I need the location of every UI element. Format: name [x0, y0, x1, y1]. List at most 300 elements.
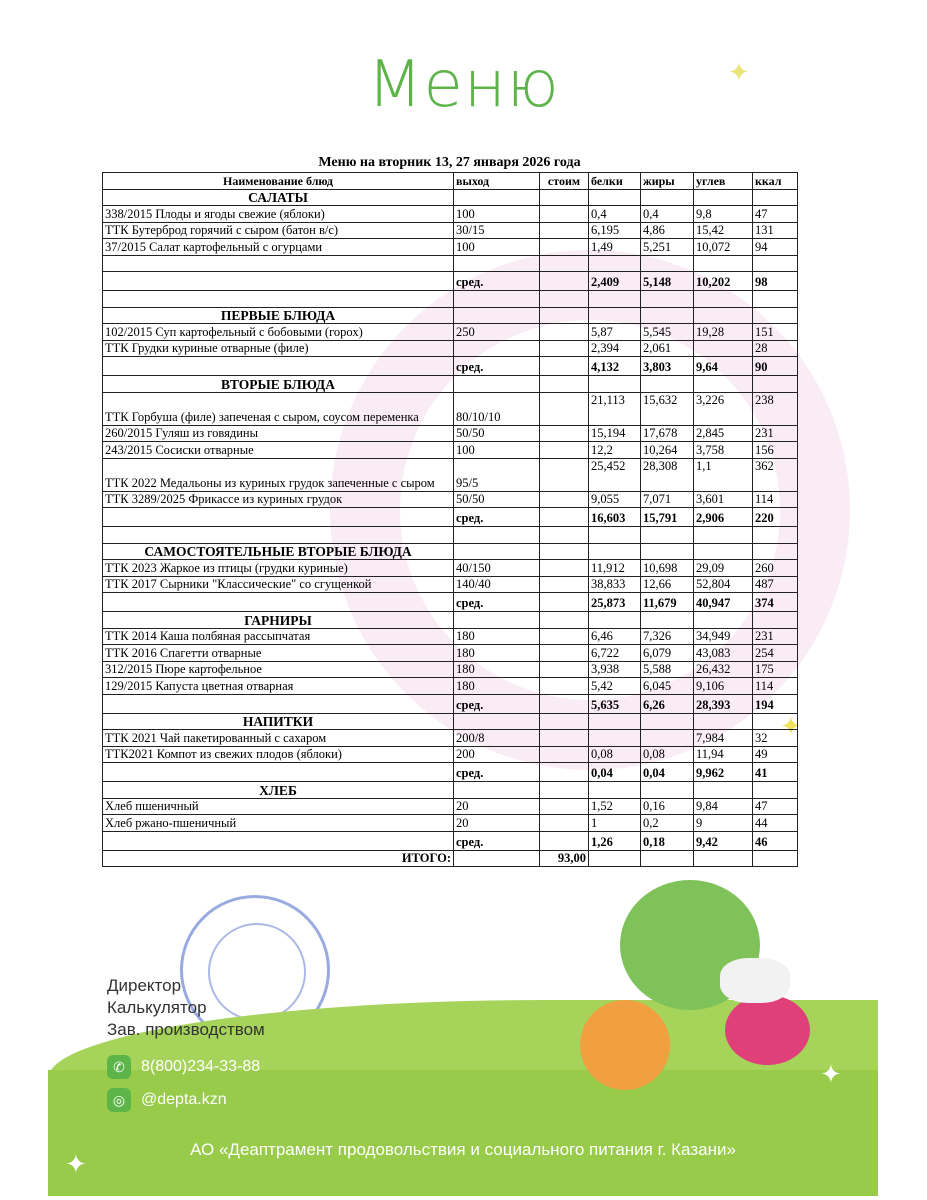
kcal: 114	[753, 678, 798, 695]
table-row	[103, 678, 798, 695]
section-title: НАПИТКИ	[103, 713, 454, 730]
empty-cell	[753, 189, 798, 206]
average-row	[103, 694, 798, 713]
empty-cell	[589, 307, 641, 324]
kcal: 260	[753, 560, 798, 577]
dish-output: 20	[454, 798, 540, 815]
kcal: 41	[753, 763, 798, 782]
fat: 10,264	[641, 442, 694, 459]
col-header-kcal: ккал	[753, 173, 798, 190]
dish-name: 243/2015 Сосиски отварные	[103, 442, 454, 459]
blank-row	[103, 255, 798, 272]
kcal: 238	[753, 392, 798, 425]
empty-cell	[589, 850, 641, 867]
dish-name: Хлеб ржано-пшеничный	[103, 815, 454, 832]
dish-cost	[540, 798, 589, 815]
empty-cell	[103, 694, 454, 713]
fat: 3,803	[641, 357, 694, 376]
dish-name: 102/2015 Суп картофельный с бобовыми (горох)	[103, 324, 454, 341]
dish-cost	[540, 340, 589, 357]
blank-row	[103, 291, 798, 308]
carbs: 3,601	[694, 491, 753, 508]
table-row	[103, 340, 798, 357]
fat: 5,148	[641, 272, 694, 291]
empty-cell	[454, 543, 540, 560]
dish-cost	[540, 222, 589, 239]
dish-cost	[540, 239, 589, 256]
protein: 38,833	[589, 576, 641, 593]
average-label: сред.	[454, 272, 540, 291]
fat: 2,061	[641, 340, 694, 357]
empty-cell	[589, 376, 641, 393]
col-header-fat: жиры	[641, 173, 694, 190]
average-label: сред.	[454, 357, 540, 376]
empty-cell	[540, 527, 589, 544]
empty-cell	[694, 255, 753, 272]
empty-cell	[540, 189, 589, 206]
protein: 4,132	[589, 357, 641, 376]
protein: 2,409	[589, 272, 641, 291]
protein: 25,873	[589, 593, 641, 612]
empty-cell	[641, 291, 694, 308]
table-header-row	[103, 173, 798, 190]
empty-cell	[753, 376, 798, 393]
protein: 25,452	[589, 458, 641, 491]
dish-cost	[540, 458, 589, 491]
dish-cost	[540, 357, 589, 376]
empty-cell	[589, 291, 641, 308]
kcal: 44	[753, 815, 798, 832]
empty-cell	[753, 527, 798, 544]
protein: 0,04	[589, 763, 641, 782]
carbs: 34,949	[694, 628, 753, 645]
sparkle-icon: ✦	[65, 1150, 87, 1179]
table-row	[103, 206, 798, 223]
phone-icon: ✆	[107, 1055, 131, 1079]
dish-output: 50/50	[454, 491, 540, 508]
dish-output	[454, 340, 540, 357]
empty-cell	[641, 307, 694, 324]
dish-output: 180	[454, 678, 540, 695]
empty-cell	[454, 291, 540, 308]
empty-cell	[753, 713, 798, 730]
dish-cost	[540, 645, 589, 662]
menu-table	[102, 172, 798, 867]
empty-cell	[641, 527, 694, 544]
section-header-row	[103, 307, 798, 324]
section-title: ХЛЕБ	[103, 782, 454, 799]
sparkle-icon: ✦	[820, 1060, 842, 1089]
dish-output: 200/8	[454, 730, 540, 747]
empty-cell	[694, 612, 753, 629]
empty-cell	[641, 376, 694, 393]
dish-cost	[540, 593, 589, 612]
carbs	[694, 340, 753, 357]
menu-subtitle: Меню на вторник 13, 27 января 2026 года	[318, 155, 581, 170]
fat: 15,791	[641, 508, 694, 527]
fat: 0,04	[641, 763, 694, 782]
kcal: 49	[753, 746, 798, 763]
col-header-carbs: углев	[694, 173, 753, 190]
fat: 5,545	[641, 324, 694, 341]
protein: 1,26	[589, 831, 641, 850]
dish-cost	[540, 746, 589, 763]
kcal: 151	[753, 324, 798, 341]
protein: 1	[589, 815, 641, 832]
chef-hat-illustration	[720, 958, 790, 1003]
average-row	[103, 272, 798, 291]
protein: 5,42	[589, 678, 641, 695]
dish-output: 180	[454, 661, 540, 678]
phone-number[interactable]: 8(800)234-33-88	[141, 1058, 261, 1075]
average-row	[103, 831, 798, 850]
calculator-label: Калькулятор	[107, 998, 207, 1017]
empty-cell	[540, 307, 589, 324]
carbs: 2,906	[694, 508, 753, 527]
col-header-protein: белки	[589, 173, 641, 190]
empty-cell	[694, 782, 753, 799]
dish-name: ТТК 2021 Чай пакетированный с сахаром	[103, 730, 454, 747]
table-row	[103, 442, 798, 459]
protein: 3,938	[589, 661, 641, 678]
carbs: 2,845	[694, 425, 753, 442]
table-row	[103, 425, 798, 442]
onion-illustration	[580, 1000, 670, 1090]
total-label: ИТОГО:	[103, 850, 454, 867]
empty-cell	[454, 782, 540, 799]
empty-cell	[454, 850, 540, 867]
average-label: сред.	[454, 593, 540, 612]
kcal: 220	[753, 508, 798, 527]
kcal: 194	[753, 694, 798, 713]
empty-cell	[694, 291, 753, 308]
empty-cell	[694, 527, 753, 544]
kcal: 175	[753, 661, 798, 678]
dish-output: 140/40	[454, 576, 540, 593]
empty-cell	[753, 612, 798, 629]
fat: 0,18	[641, 831, 694, 850]
carbs: 9,64	[694, 357, 753, 376]
dish-name: ТТК 2017 Сырники "Классические" со сгущенкой	[103, 576, 454, 593]
empty-cell	[753, 291, 798, 308]
section-header-row	[103, 612, 798, 629]
empty-cell	[641, 782, 694, 799]
carbs: 9,106	[694, 678, 753, 695]
carbs: 9,84	[694, 798, 753, 815]
fat: 17,678	[641, 425, 694, 442]
dish-output: 100	[454, 239, 540, 256]
protein: 6,46	[589, 628, 641, 645]
empty-cell	[589, 782, 641, 799]
empty-cell	[454, 612, 540, 629]
empty-cell	[103, 255, 454, 272]
section-header-row	[103, 782, 798, 799]
empty-cell	[641, 189, 694, 206]
empty-cell	[753, 850, 798, 867]
table-row	[103, 576, 798, 593]
col-header-name: Наименование блюд	[103, 173, 454, 190]
dish-cost	[540, 763, 589, 782]
dish-name: 37/2015 Салат картофельный с огурцами	[103, 239, 454, 256]
dish-output: 180	[454, 628, 540, 645]
dish-name: 312/2015 Пюре картофельное	[103, 661, 454, 678]
empty-cell	[103, 527, 454, 544]
dish-cost	[540, 560, 589, 577]
director-label: Директор	[107, 976, 182, 995]
table-row	[103, 458, 798, 491]
dish-output: 80/10/10	[454, 392, 540, 425]
empty-cell	[641, 612, 694, 629]
fat: 6,079	[641, 645, 694, 662]
carbs: 28,393	[694, 694, 753, 713]
empty-cell	[694, 713, 753, 730]
dish-cost	[540, 508, 589, 527]
phone-contact	[107, 1055, 260, 1079]
table-row	[103, 661, 798, 678]
dish-name: ТТК 2022 Медальоны из куриных грудок запеченные с сыром	[103, 458, 454, 491]
dish-cost	[540, 831, 589, 850]
table-row	[103, 628, 798, 645]
empty-cell	[103, 593, 454, 612]
empty-cell	[454, 376, 540, 393]
dish-output: 180	[454, 645, 540, 662]
average-row	[103, 763, 798, 782]
carbs: 26,432	[694, 661, 753, 678]
protein: 11,912	[589, 560, 641, 577]
sparkle-icon: ✦	[780, 712, 802, 741]
carbs: 1,1	[694, 458, 753, 491]
fat: 15,632	[641, 392, 694, 425]
empty-cell	[641, 255, 694, 272]
chef-label: Зав. производством	[107, 1020, 265, 1039]
fat: 5,588	[641, 661, 694, 678]
carbs: 9,8	[694, 206, 753, 223]
empty-cell	[540, 782, 589, 799]
dish-name: ТТК 2016 Спагетти отварные	[103, 645, 454, 662]
dish-output: 50/50	[454, 425, 540, 442]
empty-cell	[454, 527, 540, 544]
protein: 5,87	[589, 324, 641, 341]
protein: 15,194	[589, 425, 641, 442]
table-row	[103, 798, 798, 815]
carbs: 29,09	[694, 560, 753, 577]
fat: 10,698	[641, 560, 694, 577]
table-row	[103, 815, 798, 832]
fat	[641, 730, 694, 747]
fat: 28,308	[641, 458, 694, 491]
average-label: сред.	[454, 831, 540, 850]
empty-cell	[694, 543, 753, 560]
empty-cell	[103, 831, 454, 850]
total-cost: 93,00	[540, 850, 589, 867]
empty-cell	[103, 508, 454, 527]
empty-cell	[540, 612, 589, 629]
dish-cost	[540, 206, 589, 223]
fat: 0,4	[641, 206, 694, 223]
empty-cell	[641, 850, 694, 867]
carbs: 10,202	[694, 272, 753, 291]
carbs: 11,94	[694, 746, 753, 763]
empty-cell	[454, 713, 540, 730]
kcal: 374	[753, 593, 798, 612]
dish-output: 250	[454, 324, 540, 341]
beet-illustration	[725, 995, 810, 1065]
empty-cell	[694, 307, 753, 324]
average-label: сред.	[454, 763, 540, 782]
protein: 0,08	[589, 746, 641, 763]
protein: 5,635	[589, 694, 641, 713]
carbs: 19,28	[694, 324, 753, 341]
table-row	[103, 560, 798, 577]
section-title: САЛАТЫ	[103, 189, 454, 206]
fat: 0,08	[641, 746, 694, 763]
table-row	[103, 491, 798, 508]
dish-output: 40/150	[454, 560, 540, 577]
section-header-row	[103, 189, 798, 206]
section-title: ГАРНИРЫ	[103, 612, 454, 629]
section-header-row	[103, 713, 798, 730]
empty-cell	[589, 612, 641, 629]
col-header-cost: стоим	[540, 173, 589, 190]
empty-cell	[753, 307, 798, 324]
protein: 9,055	[589, 491, 641, 508]
empty-cell	[540, 543, 589, 560]
dish-name: ТТК Горбуша (филе) запеченая с сыром, соусом переменка	[103, 392, 454, 425]
section-title: САМОСТОЯТЕЛЬНЫЕ ВТОРЫЕ БЛЮДА	[103, 543, 454, 560]
dish-output: 30/15	[454, 222, 540, 239]
dish-output: 200	[454, 746, 540, 763]
fat: 7,326	[641, 628, 694, 645]
dish-cost	[540, 442, 589, 459]
dish-cost	[540, 678, 589, 695]
page-title: Меню	[367, 48, 560, 122]
dish-cost	[540, 628, 589, 645]
carbs: 40,947	[694, 593, 753, 612]
section-title: ВТОРЫЕ БЛЮДА	[103, 376, 454, 393]
total-row	[103, 850, 798, 867]
carbs: 15,42	[694, 222, 753, 239]
kcal: 28	[753, 340, 798, 357]
blank-row	[103, 527, 798, 544]
dish-cost	[540, 324, 589, 341]
protein: 21,113	[589, 392, 641, 425]
kcal: 98	[753, 272, 798, 291]
instagram-handle[interactable]: @depta.kzn	[141, 1091, 227, 1108]
empty-cell	[753, 255, 798, 272]
kcal: 47	[753, 206, 798, 223]
dish-output: 20	[454, 815, 540, 832]
empty-cell	[589, 543, 641, 560]
empty-cell	[589, 713, 641, 730]
dish-name: 129/2015 Капуста цветная отварная	[103, 678, 454, 695]
carbs: 3,758	[694, 442, 753, 459]
empty-cell	[454, 255, 540, 272]
fat: 4,86	[641, 222, 694, 239]
carbs: 7,984	[694, 730, 753, 747]
empty-cell	[694, 376, 753, 393]
kcal: 90	[753, 357, 798, 376]
staff-signatures	[107, 975, 265, 1041]
dish-name: ТТК 2014 Каша полбяная рассыпчатая	[103, 628, 454, 645]
kcal: 156	[753, 442, 798, 459]
empty-cell	[103, 272, 454, 291]
dish-name: ТТК 3289/2025 Фрикассе из куриных грудок	[103, 491, 454, 508]
dish-cost	[540, 576, 589, 593]
carbs: 10,072	[694, 239, 753, 256]
col-header-output: выход	[454, 173, 540, 190]
kcal: 231	[753, 628, 798, 645]
instagram-icon: ◎	[107, 1088, 131, 1112]
sparkle-icon: ✦	[728, 58, 750, 87]
dish-cost	[540, 730, 589, 747]
instagram-contact	[107, 1088, 227, 1112]
empty-cell	[540, 255, 589, 272]
kcal: 94	[753, 239, 798, 256]
fat: 6,045	[641, 678, 694, 695]
kcal: 46	[753, 831, 798, 850]
table-row	[103, 324, 798, 341]
dish-cost	[540, 272, 589, 291]
kcal: 487	[753, 576, 798, 593]
protein: 1,49	[589, 239, 641, 256]
average-row	[103, 508, 798, 527]
kcal: 32	[753, 730, 798, 747]
dish-cost	[540, 661, 589, 678]
dish-name: ТТК2021 Компот из свежих плодов (яблоки)	[103, 746, 454, 763]
protein: 16,603	[589, 508, 641, 527]
dish-name: 260/2015 Гуляш из говядины	[103, 425, 454, 442]
dish-name: ТТК 2023 Жаркое из птицы (грудки куриные)	[103, 560, 454, 577]
dish-cost	[540, 491, 589, 508]
protein: 0,4	[589, 206, 641, 223]
carbs: 9,42	[694, 831, 753, 850]
table-row	[103, 392, 798, 425]
fat: 0,2	[641, 815, 694, 832]
dish-cost	[540, 694, 589, 713]
section-header-row	[103, 376, 798, 393]
table-row	[103, 730, 798, 747]
protein: 6,195	[589, 222, 641, 239]
kcal: 47	[753, 798, 798, 815]
average-label: сред.	[454, 694, 540, 713]
empty-cell	[694, 850, 753, 867]
dish-cost	[540, 425, 589, 442]
dish-name: ТТК Грудки куриные отварные (филе)	[103, 340, 454, 357]
table-row	[103, 239, 798, 256]
fat: 7,071	[641, 491, 694, 508]
kcal: 131	[753, 222, 798, 239]
carbs: 3,226	[694, 392, 753, 425]
dish-cost	[540, 392, 589, 425]
empty-cell	[694, 189, 753, 206]
fat: 0,16	[641, 798, 694, 815]
protein: 2,394	[589, 340, 641, 357]
protein: 12,2	[589, 442, 641, 459]
empty-cell	[589, 527, 641, 544]
dish-output: 100	[454, 206, 540, 223]
dish-output: 100	[454, 442, 540, 459]
dish-cost	[540, 815, 589, 832]
fat: 12,66	[641, 576, 694, 593]
empty-cell	[589, 255, 641, 272]
empty-cell	[589, 189, 641, 206]
empty-cell	[753, 543, 798, 560]
carbs: 9	[694, 815, 753, 832]
kcal: 114	[753, 491, 798, 508]
fat: 11,679	[641, 593, 694, 612]
section-header-row	[103, 543, 798, 560]
dish-output: 95/5	[454, 458, 540, 491]
